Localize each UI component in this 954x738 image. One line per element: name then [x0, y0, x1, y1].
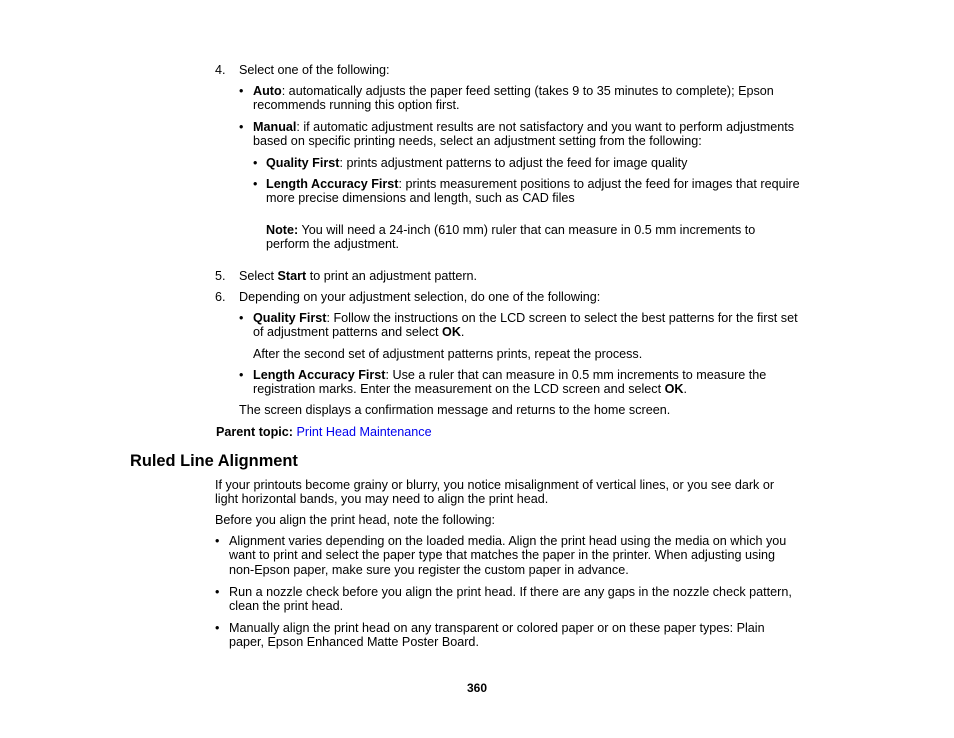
paragraph-line: If your printouts become grainy or blurry, you notice misalignment of vertical lines, or you see dark or: [215, 478, 775, 492]
step-text-part: Select: [239, 269, 278, 283]
paragraph: Before you align the print head, note the following:: [215, 513, 496, 527]
option-desc: more precise dimensions and length, such as CAD files: [266, 191, 575, 206]
option-desc: .: [683, 382, 687, 397]
option-term: Quality First: [253, 311, 327, 325]
bullet-glyph: •: [253, 177, 258, 191]
option-term: Length Accuracy First: [253, 368, 386, 382]
step-term: Start: [277, 269, 307, 283]
option-desc: : prints measurement positions to adjust the feed for images that require: [398, 177, 800, 191]
parent-topic-link[interactable]: Print Head Maintenance: [296, 425, 432, 439]
option-desc: recommends running this option first.: [253, 98, 460, 113]
list-item-line: Run a nozzle check before you align the print head. If there are any gaps in the nozzle check pattern,: [229, 585, 792, 599]
list-item-line: paper, Epson Enhanced Matte Poster Board.: [229, 635, 479, 650]
option-term: Length Accuracy First: [266, 177, 399, 191]
option-term: Quality First: [266, 156, 340, 170]
option-desc: : Follow the instructions on the LCD screen to select the best patterns for the first set: [326, 311, 798, 325]
bullet-glyph: •: [215, 585, 220, 599]
step-text: Depending on your adjustment selection, do one of the following:: [239, 290, 601, 304]
parent-topic-label: Parent topic:: [216, 425, 293, 439]
option-quality-first: [253, 311, 853, 340]
section-heading: Ruled Line Alignment: [130, 452, 298, 470]
option-desc: : Use a ruler that can measure in 0.5 mm increments to measure the: [385, 368, 767, 382]
option-term: OK: [664, 382, 684, 397]
bullet-glyph: •: [253, 156, 258, 170]
bullet-glyph: •: [239, 120, 244, 134]
list-item: [229, 621, 849, 650]
step-text-part: to print an adjustment pattern.: [306, 269, 478, 283]
option-desc: : if automatic adjustment results are not satisfactory and you want to perform adjustments: [296, 120, 795, 134]
paragraph: The screen displays a confirmation message and returns to the home screen.: [239, 403, 671, 417]
option-desc: registration marks. Enter the measurement on the LCD screen and select: [253, 382, 665, 397]
list-item: [229, 534, 849, 577]
note-text: You will need a 24-inch (610 mm) ruler that can measure in 0.5 mm increments to: [298, 223, 756, 237]
page-number: 360: [466, 681, 488, 695]
option-length-accuracy: [266, 177, 856, 206]
option-length-accuracy: [253, 368, 853, 397]
list-item: [229, 585, 849, 614]
note-text: perform the adjustment.: [266, 237, 399, 252]
list-item-line: Alignment varies depending on the loaded media. Align the print head using the media on which you: [229, 534, 787, 548]
note-label: Note:: [266, 223, 299, 237]
step-text: [239, 269, 477, 283]
list-item-line: non-Epson paper, make sure you register the custom paper in advance.: [229, 562, 629, 577]
bullet-glyph: •: [239, 84, 244, 98]
option-desc: .: [460, 325, 465, 340]
list-item-line: want to print and select the paper type that matches the paper in the printer. When adjusting using: [229, 548, 776, 563]
paragraph-line: light horizontal bands, you may need to align the print head.: [215, 492, 549, 507]
option-desc: based on specific printing needs, select an adjustment setting from the following:: [253, 134, 702, 149]
bullet-glyph: •: [215, 621, 220, 635]
parent-topic: [216, 425, 432, 439]
bullet-glyph: •: [239, 311, 244, 325]
option-term: OK: [442, 325, 461, 340]
option-auto: [253, 84, 853, 113]
step-text: Select one of the following:: [239, 63, 390, 77]
note: [266, 223, 856, 252]
option-desc: : prints adjustment patterns to adjust the feed for image quality: [339, 156, 688, 170]
step-number: 4.: [215, 63, 226, 77]
step-number: 6.: [215, 290, 226, 304]
option-desc: : automatically adjusts the paper feed setting (takes 9 to 35 minutes to complete); Epson: [281, 84, 774, 98]
bullet-glyph: •: [239, 368, 244, 382]
option-desc: of adjustment patterns and select: [253, 325, 443, 340]
section-intro: [215, 478, 835, 507]
option-quality-first: [266, 156, 856, 170]
list-item-line: clean the print head.: [229, 599, 344, 614]
step-number: 5.: [215, 269, 226, 283]
bullet-glyph: •: [215, 534, 220, 548]
paragraph: After the second set of adjustment patterns prints, repeat the process.: [253, 347, 643, 361]
option-term: Manual: [253, 120, 297, 134]
list-item-line: Manually align the print head on any transparent or colored paper or on these paper types: Plain: [229, 621, 765, 635]
option-manual: [253, 120, 853, 149]
option-term: Auto: [253, 84, 282, 98]
